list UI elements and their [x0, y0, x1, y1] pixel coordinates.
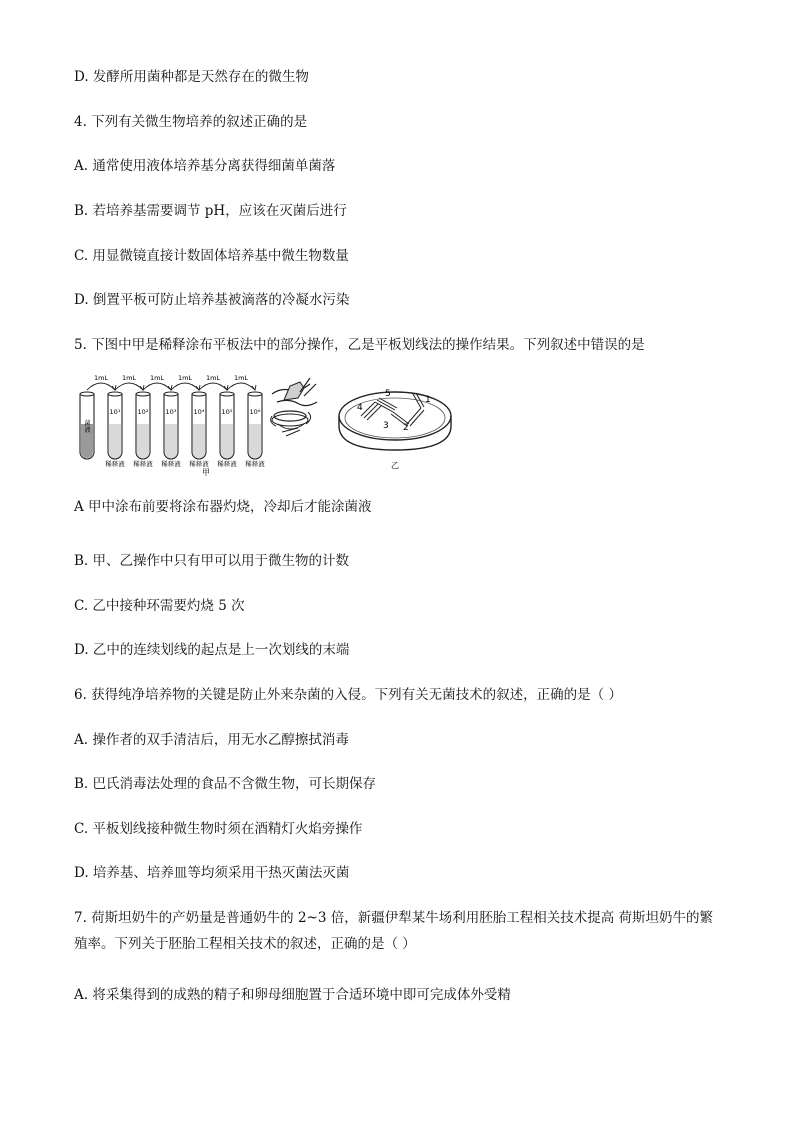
test-tube [108, 392, 122, 459]
q4-stem: 4. 下列有关微生物培养的叙述正确的是 [74, 114, 308, 130]
transfer-arrow [199, 383, 227, 390]
transfer-arrow [115, 383, 143, 390]
tube-label: 10¹ [109, 408, 121, 416]
test-tube [192, 392, 206, 459]
arrow-head [252, 385, 256, 390]
transfer-volume-label: 1mL [233, 374, 249, 382]
q7-option-a: A. 将采集得到的成熟的精子和卵母细胞置于合适环境中即可完成体外受精 [74, 987, 511, 1003]
figure-jia-caption: 甲 [202, 468, 210, 477]
test-tube [248, 392, 262, 459]
diluent-label: 稀释液 [217, 460, 237, 468]
figure-yi-caption: 乙 [391, 461, 399, 470]
transfer-volume-label: 1mL [121, 374, 137, 382]
q4-option-d: D. 倒置平板可防止培养基被滴落的冷凝水污染 [74, 292, 350, 308]
zone-number-5: 5 [385, 389, 391, 399]
q6-stem: 6. 获得纯净培养物的关键是防止外来杂菌的入侵。下列有关无菌技术的叙述，正确的是（ ） [74, 687, 622, 703]
diluent-label: 稀释液 [105, 460, 125, 468]
q6-option-d: D. 培养基、培养皿等均须采用干热灭菌法灭菌 [74, 865, 350, 881]
q6-option-c: C. 平板划线接种微生物时须在酒精灯火焰旁操作 [74, 821, 363, 837]
dilution-series-figure [72, 372, 334, 478]
diluent-label: 稀释液 [161, 460, 181, 468]
spreader-hand-illustration [271, 378, 317, 436]
test-tube [220, 392, 234, 459]
zone-number-2: 2 [403, 423, 409, 433]
transfer-arrow [171, 383, 199, 390]
transfer-arrow [143, 383, 171, 390]
q6-option-a: A. 操作者的双手清洁后，用无水乙醇擦拭消毒 [74, 732, 349, 748]
transfer-arrows [87, 374, 256, 390]
q5-option-a: A 甲中涂布前要将涂布器灼烧，冷却后才能涂菌液 [74, 499, 372, 515]
streak-plate-figure [335, 372, 455, 478]
transfer-volume-label: 1mL [205, 374, 221, 382]
tube-label: 10⁶ [249, 408, 261, 416]
q5-option-b: B. 甲、乙操作中只有甲可以用于微生物的计数 [74, 553, 350, 569]
diluent-label: 稀释液 [133, 460, 153, 468]
transfer-volume-label: 1mL [93, 374, 109, 382]
q3-option-d: D. 发酵所用菌种都是天然存在的微生物 [74, 69, 309, 85]
tube-label: 菌液 [83, 419, 91, 433]
q7-stem: 7. 荷斯坦奶牛的产奶量是普通奶牛的 2~3 倍，新疆伊犁某牛场利用胚胎工程相关技术提高 荷斯坦奶牛的繁殖率。下列关于胚胎工程相关技术的叙述，正确的是（ ） [74, 910, 714, 952]
transfer-arrow [227, 383, 255, 390]
transfer-arrow [87, 383, 115, 390]
q4-option-b: B. 若培养基需要调节 pH，应该在灭菌后进行 [74, 203, 347, 219]
test-tube [164, 392, 178, 459]
tube-label: 10⁴ [193, 408, 205, 416]
zone-number-4: 4 [357, 403, 363, 413]
test-tube [80, 392, 94, 459]
tube-label: 10⁵ [221, 408, 233, 416]
q6-option-b: B. 巴氏消毒法处理的食品不含微生物，可长期保存 [74, 776, 377, 792]
transfer-volume-label: 1mL [177, 374, 193, 382]
q4-option-c: C. 用显微镜直接计数固体培养基中微生物数量 [74, 248, 349, 264]
q4-option-a: A. 通常使用液体培养基分离获得细菌单菌落 [74, 158, 336, 174]
tube-label: 10³ [165, 408, 177, 416]
diluent-label: 稀释液 [189, 460, 209, 468]
q5-option-c: C. 乙中接种环需要灼烧 5 次 [74, 598, 245, 614]
zone-number-3: 3 [383, 421, 389, 431]
transfer-volume-label: 1mL [149, 374, 165, 382]
q5-stem: 5. 下图中甲是稀释涂布平板法中的部分操作，乙是平板划线法的操作结果。下列叙述中错误的是 [74, 337, 645, 353]
diluent-label: 稀释液 [245, 460, 265, 468]
test-tube [136, 392, 150, 459]
tube-label: 10² [137, 408, 149, 416]
zone-number-1: 1 [425, 395, 431, 405]
q5-option-d: D. 乙中的连续划线的起点是上一次划线的末端 [74, 642, 350, 658]
test-tubes [80, 392, 265, 468]
